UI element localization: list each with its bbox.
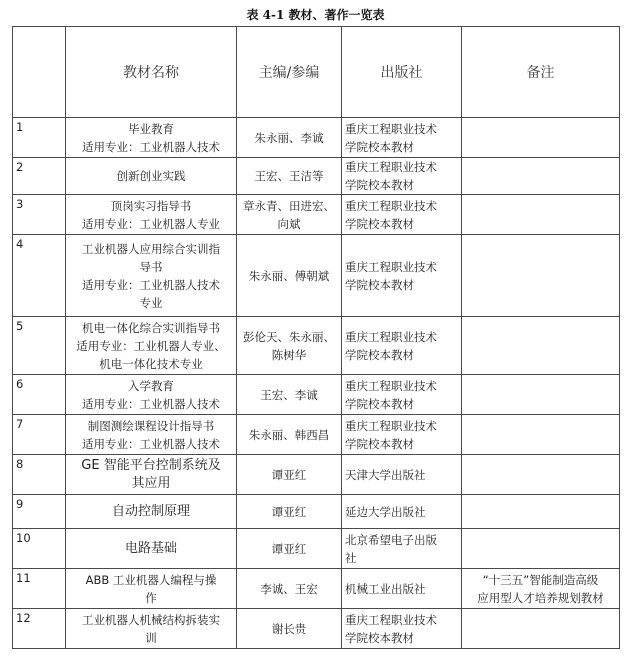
- textbook-name: [66, 375, 237, 415]
- note: [462, 118, 620, 158]
- editor-names: [237, 609, 342, 649]
- table-row: [13, 415, 620, 455]
- textbook-name: [66, 235, 237, 317]
- table-row: [13, 495, 620, 529]
- note: [462, 495, 620, 529]
- textbook-name-line: 作: [145, 590, 157, 605]
- textbook-table: [12, 26, 620, 649]
- row-number: 2: [13, 158, 66, 195]
- publisher: [342, 455, 462, 495]
- publisher: [342, 569, 462, 609]
- textbook-name-line: 创新创业实践: [116, 169, 186, 183]
- editor-names-line: 章永青、田进宏、: [243, 198, 335, 213]
- textbook-name: [66, 569, 237, 609]
- table-body: [13, 118, 620, 649]
- publisher-line: 重庆工程职业技术: [345, 612, 437, 627]
- textbook-name-line: 适用专业：工业机器人专业: [82, 216, 220, 231]
- note: [462, 158, 620, 195]
- publisher-line: 重庆工程职业技术: [345, 329, 437, 344]
- table-row: [13, 569, 620, 609]
- textbook-name: [66, 195, 237, 235]
- editor-names-line: 谭亚红: [271, 541, 307, 556]
- table-row: [13, 529, 620, 569]
- header-editor: 主编/参编: [237, 27, 342, 118]
- publisher-line: 学院校本教材: [345, 277, 414, 292]
- table-row: [13, 317, 620, 375]
- publisher-line: 重庆工程职业技术: [345, 198, 437, 213]
- editor-names-line: 谢长贵: [271, 621, 307, 636]
- note: [462, 375, 620, 415]
- editor-names-line: 谭亚红: [271, 504, 307, 519]
- textbook-name: [66, 495, 237, 529]
- editor-names-line: 彭伦天、朱永丽、: [243, 329, 335, 344]
- textbook-name-line: 自动控制原理: [111, 503, 190, 519]
- publisher-line: 机械工业出版社: [345, 581, 426, 596]
- publisher: [342, 529, 462, 569]
- textbook-name: [66, 529, 237, 569]
- note: [462, 455, 620, 495]
- publisher-line: 重庆工程职业技术: [345, 259, 437, 274]
- publisher-line: 延边大学出版社: [345, 504, 426, 519]
- editor-names: [237, 317, 342, 375]
- row-number: 3: [13, 195, 66, 235]
- editor-names-line: 李诚、王宏: [260, 581, 318, 596]
- publisher-line: 重庆工程职业技术: [345, 121, 437, 136]
- textbook-name-line: 工业机器人机械结构拆装实: [82, 612, 220, 627]
- textbook-name-line: GE 智能平台控制系统及: [81, 457, 221, 473]
- editor-names: [237, 529, 342, 569]
- publisher-line: 重庆工程职业技术: [345, 378, 437, 393]
- row-number: 5: [13, 317, 66, 375]
- publisher: [342, 158, 462, 195]
- editor-names-line: 谭亚红: [271, 467, 307, 482]
- textbook-name-line: ABB 工业机器人编程与操: [85, 572, 217, 587]
- editor-names: [237, 235, 342, 317]
- publisher-line: 学院校本教材: [345, 216, 414, 231]
- textbook-name-line: 工业机器人应用综合实训指: [82, 241, 220, 256]
- publisher: [342, 375, 462, 415]
- textbook-name-line: 入学教育: [128, 378, 174, 393]
- editor-names: [237, 569, 342, 609]
- publisher-line: 学院校本教材: [345, 347, 414, 362]
- publisher-line: 学院校本教材: [345, 630, 414, 645]
- note: [462, 235, 620, 317]
- publisher: [342, 609, 462, 649]
- publisher-line: 天津大学出版社: [345, 467, 426, 482]
- publisher-line: 学院校本教材: [345, 436, 414, 451]
- editor-names-line: 向斌: [277, 216, 301, 231]
- textbook-name-line: 导书: [139, 259, 163, 274]
- publisher: [342, 195, 462, 235]
- table-caption: 表 4-1 教材、著作一览表: [246, 8, 385, 22]
- header-number: [13, 27, 66, 118]
- publisher: [342, 415, 462, 455]
- editor-names-line: 陈树华: [271, 347, 307, 362]
- row-number: 6: [13, 375, 66, 415]
- editor-names-line: 朱永丽、韩西昌: [248, 427, 330, 442]
- note: [462, 569, 620, 609]
- textbook-name: [66, 415, 237, 455]
- note-line: “十三五”智能制造高级: [482, 572, 599, 587]
- table-row: [13, 609, 620, 649]
- row-number: 7: [13, 415, 66, 455]
- textbook-name-line: 顶岗实习指导书: [110, 198, 192, 213]
- row-number: 9: [13, 495, 66, 529]
- editor-names: [237, 455, 342, 495]
- editor-names: [237, 415, 342, 455]
- editor-names-line: 王宏、李诚: [260, 387, 318, 402]
- textbook-name: [66, 158, 237, 195]
- textbook-name-line: 适用专业：工业机器人技术: [82, 139, 220, 154]
- row-number: 8: [13, 455, 66, 495]
- header-row: [13, 27, 620, 118]
- textbook-name-line: 训: [145, 630, 157, 645]
- textbook-name-line: 电路基础: [124, 540, 177, 556]
- textbook-name-line: 其应用: [131, 475, 171, 491]
- textbook-name-line: 毕业教育: [128, 121, 174, 136]
- table-row: [13, 158, 620, 195]
- row-number: 12: [13, 609, 66, 649]
- row-number: 11: [13, 569, 66, 609]
- row-number: 1: [13, 118, 66, 158]
- textbook-name-line: 适用专业：工业机器人技术: [82, 396, 220, 411]
- editor-names: [237, 158, 342, 195]
- publisher-line: 重庆工程职业技术: [345, 418, 437, 433]
- table-row: [13, 195, 620, 235]
- note: [462, 415, 620, 455]
- publisher: [342, 118, 462, 158]
- textbook-name-line: 制图测绘课程设计指导书: [87, 418, 215, 433]
- header-publisher: 出版社: [342, 27, 462, 118]
- publisher-line: 重庆工程职业技术: [345, 160, 437, 174]
- publisher-line: 学院校本教材: [345, 396, 414, 411]
- textbook-name: [66, 609, 237, 649]
- note: [462, 195, 620, 235]
- textbook-name: [66, 455, 237, 495]
- editor-names-line: 王宏、王洁等: [254, 169, 324, 183]
- note: [462, 317, 620, 375]
- editor-names: [237, 195, 342, 235]
- editor-names: [237, 495, 342, 529]
- table-row: [13, 118, 620, 158]
- publisher: [342, 317, 462, 375]
- row-number: 10: [13, 529, 66, 569]
- textbook-name-line: 专业: [139, 295, 163, 310]
- table-row: [13, 235, 620, 317]
- editor-names: [237, 118, 342, 158]
- textbook-name-line: 适用专业：工业机器人技术: [82, 277, 220, 292]
- table-row: [13, 455, 620, 495]
- publisher-line: 学院校本教材: [345, 178, 414, 192]
- textbook-name-line: 适用专业：工业机器人技术: [82, 436, 220, 451]
- textbook-name: [66, 118, 237, 158]
- publisher: [342, 235, 462, 317]
- editor-names-line: 朱永丽、傅朝斌: [248, 268, 330, 283]
- header-textbook-name: 教材名称: [66, 27, 237, 118]
- row-number: 4: [13, 235, 66, 317]
- publisher: [342, 495, 462, 529]
- header-note: 备注: [462, 27, 620, 118]
- publisher-line: 学院校本教材: [345, 139, 414, 154]
- textbook-name: [66, 317, 237, 375]
- publisher-line: 北京希望电子出版: [345, 532, 437, 547]
- textbook-name-line: 机电一体化综合实训指导书: [82, 320, 220, 335]
- note: [462, 609, 620, 649]
- textbook-name-line: 机电一体化技术专业: [99, 356, 203, 371]
- table-row: [13, 375, 620, 415]
- note: [462, 529, 620, 569]
- textbook-name-line: 适用专业：工业机器人专业、: [76, 338, 226, 353]
- editor-names-line: 朱永丽、李诚: [254, 130, 324, 145]
- editor-names: [237, 375, 342, 415]
- note-line: 应用型人才培养规划教材: [477, 590, 604, 605]
- publisher-line: 社: [345, 550, 357, 565]
